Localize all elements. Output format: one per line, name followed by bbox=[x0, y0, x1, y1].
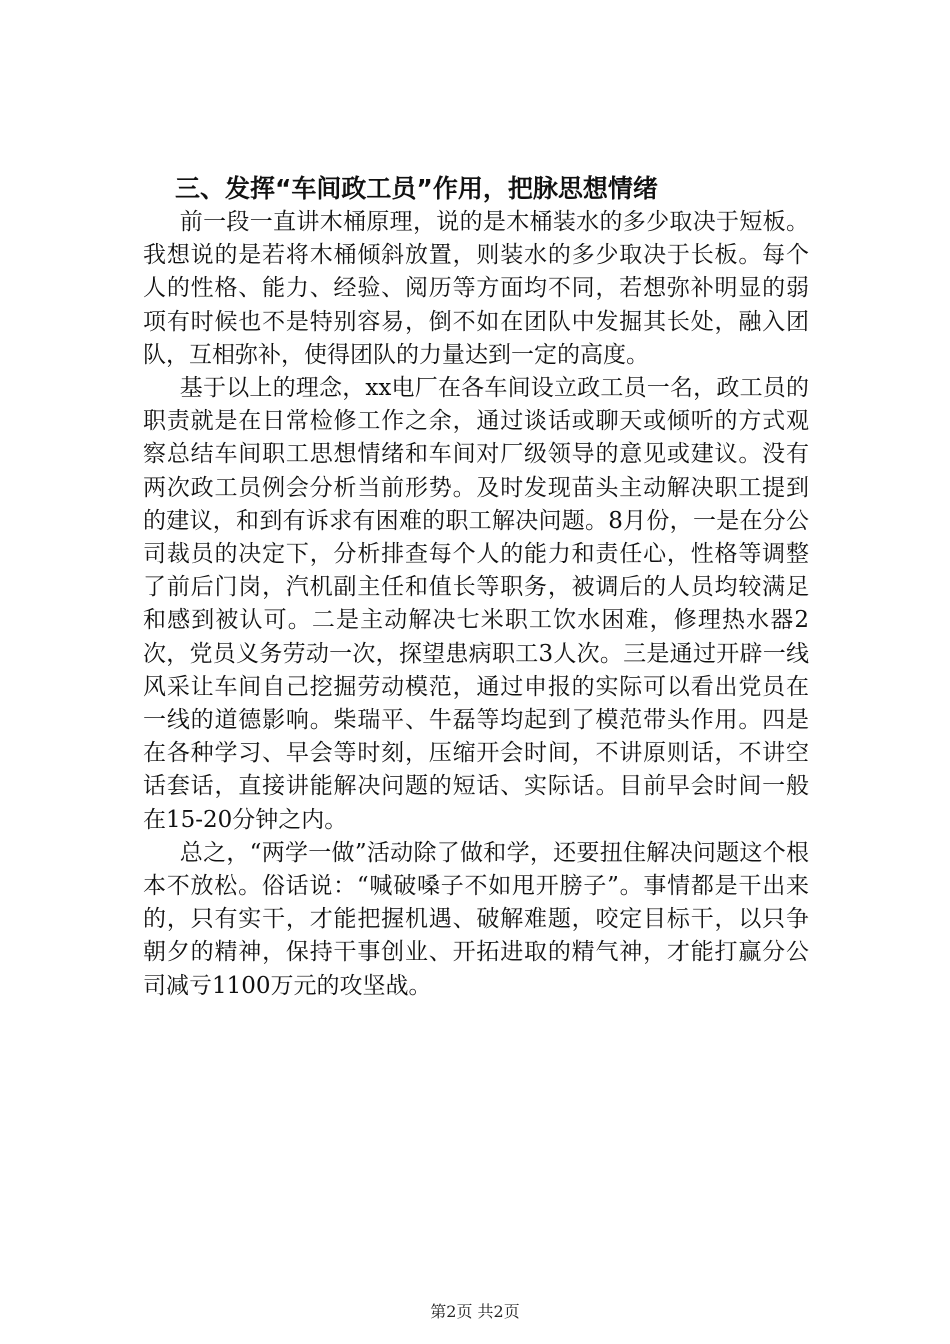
document-body bbox=[143, 172, 809, 1003]
paragraph-bucket-theory: 前一段一直讲木桶原理，说的是木桶装水的多少取决于短板。我想说的是若将木桶倾斜放置，则装水的多少取决于长板。每个人的性格、能力、经验、阅历等方面均不同，若想弥补明显的弱项有时候也不是特别容易，倒不如在团队中发掘其长处，融入团队，互相弥补，使得团队的力量达到一定的高度。 bbox=[143, 209, 809, 368]
section-heading: 三、发挥“车间政工员”作用，把脉思想情绪 bbox=[175, 174, 658, 203]
page-footer: 第2页 共2页 bbox=[430, 1302, 520, 1321]
paragraph-conclusion: 总之，“两学一做”活动除了做和学，还要扭住解决问题这个根本不放松。俗话说：“喊破嗓子不如甩开膀子”。事情都是干出来的，只有实干，才能把握机遇、破解难题，咬定目标干，以只争朝夕的精神，保持干事创业、开拓进取的精气神，才能打赢分公司减亏1100万元的攻坚战。 bbox=[143, 839, 809, 999]
paragraph-political-worker: 基于以上的理念，xx电厂在各车间设立政工员一名，政工员的职责就是在日常检修工作之余，通过谈话或聊天或倾听的方式观察总结车间职工思想情绪和车间对厂级领导的意见或建议。没有两次政工员例会分析当前形势。及时发现苗头主动解决职工提到的建议，和到有诉求有困难的职工解决问题。8月份，一是在分公司裁员的决定下，分析排查每个人的能力和责任心，性格等调整了前后门岗，汽机副主任和值长等职务，被调后的人员均较满足和感到被认可。二是主动解决七米职工饮水困难，修理热水器2次，党员义务劳动一次，探望患病职工3人次。三是通过开辟一线风采让车间自己挖掘劳动模范，通过申报的实际可以看出党员在一线的道德影响。柴瑞平、牛磊等均起到了模范带头作用。四是在各种学习、早会等时刻，压缩开会时间，不讲原则话，不讲空话套话，直接讲能解决问题的短话、实际话。目前早会时间一般在15-20分钟之内。 bbox=[143, 375, 809, 833]
